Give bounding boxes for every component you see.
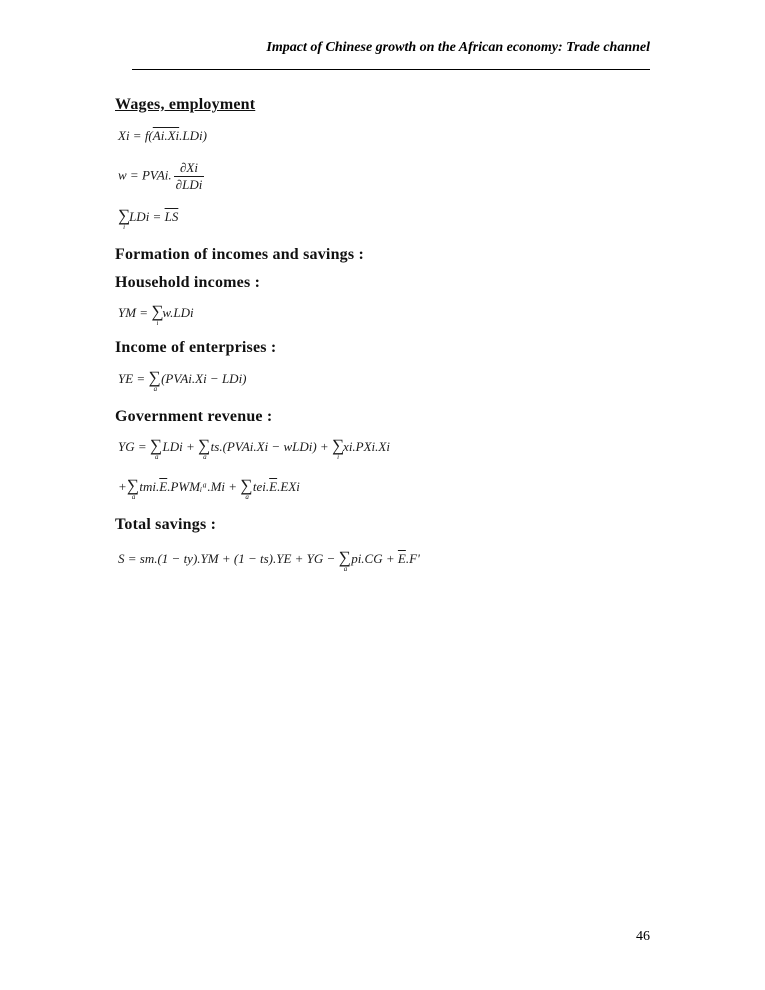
- partial-fraction: $\frac{\partial Xi}{\text{∂LDi}}$: [175, 160, 203, 192]
- running-header: Impact of Chinese growth on the African economy: Trade channel: [266, 40, 650, 55]
- equation-total-savings: S = sm.(1 − ty).YM + (1 − ts).YE + YG − $\sum_api.CG + \overline{E}.F'$: [118, 548, 420, 573]
- equation-wage: w = PVAi. $\frac{\partial Xi}{\text{∂LDi}}$: [118, 160, 203, 192]
- equation-government-revenue-1: YG = $\sum_aLDi$ + $\sum_ats.(PVAi.Xi$ − wLDi) + $\sum_ixi.PXi.Xi$: [118, 436, 390, 461]
- heading-income-enterprises: Income of enterprises :: [115, 339, 277, 356]
- heading-formation-incomes: Formation of incomes and savings :: [115, 246, 365, 263]
- heading-wages-employment: Wages, employment: [115, 96, 256, 113]
- equation-labor-market: $\sum_iLDi = \overline{LS}$: [118, 206, 179, 231]
- heading-government-revenue: Government revenue :: [115, 408, 273, 425]
- heading-total-savings: Total savings :: [115, 516, 217, 533]
- header-rule: [132, 69, 650, 70]
- heading-household-incomes: Household incomes :: [115, 274, 261, 291]
- page-number: 46: [636, 929, 650, 944]
- equation-household-income: YM = $\sum_iw.LDi$: [118, 302, 194, 327]
- equation-government-revenue-2: $+\sum_atmi.\overline{E}.PWMᵢᵃ.Mi + \sum_atei.\overline{E}.EXi$: [118, 476, 300, 501]
- equation-enterprise-income: YE = $\sum_a(PVAi.Xi - LDi)$: [118, 368, 247, 393]
- equation-production: Xi = f(Ai.Xi.LDi): [118, 128, 207, 143]
